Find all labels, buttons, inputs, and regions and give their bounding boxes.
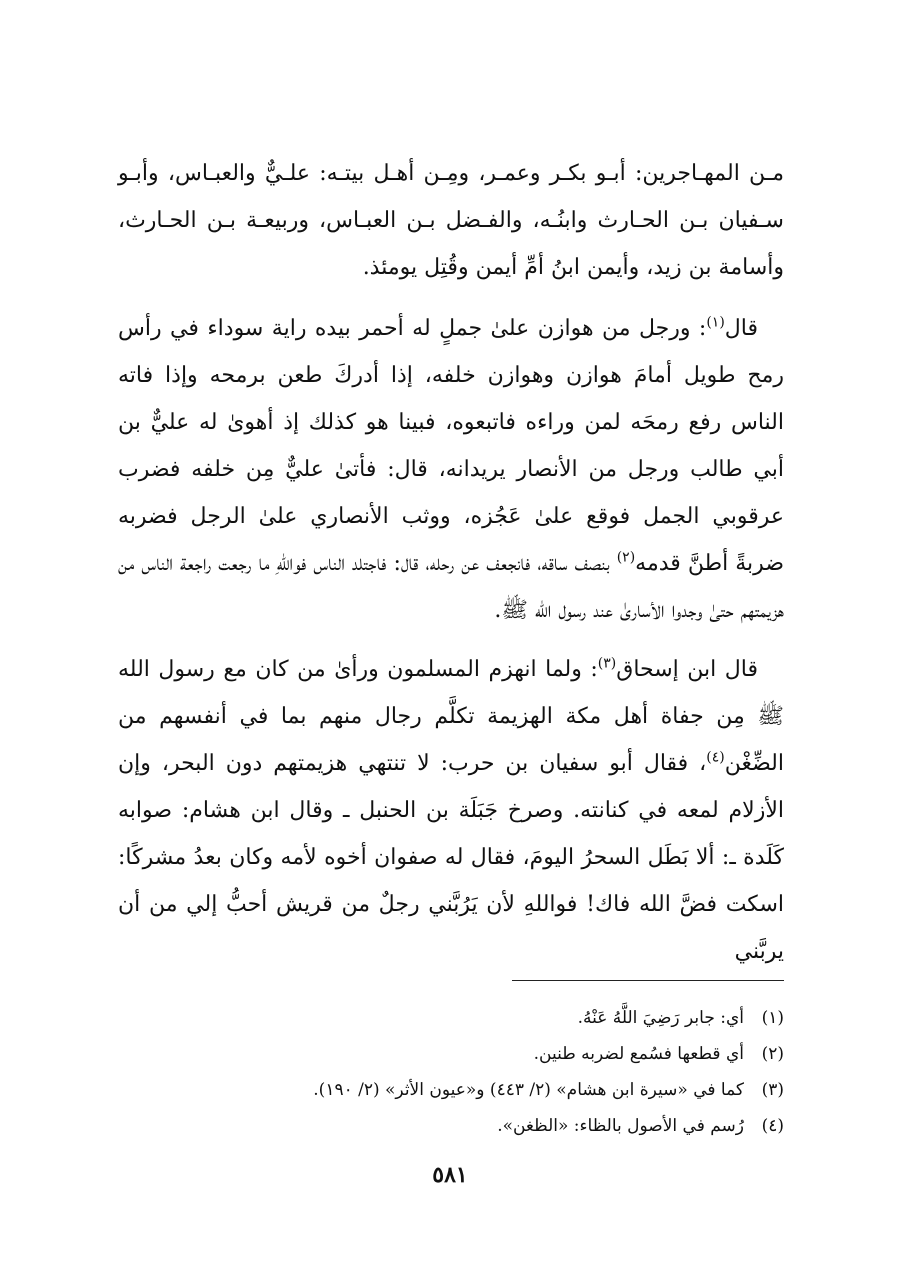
paragraph-3-text-b: ، فقال أبو سفيان بن حرب: لا تنتهي هزيمتهم دون البحر، وإن الأزلام لمعه في كنانته. وصرخ جَبَلَة بن الحنبل ـ وقال ابن هشام: صوابه كَلَدة ـ: ألا بَطَل السحرُ اليومَ، فقال له صفوان أخوه لأمه وكان بعدُ مشركًا: اسكت فضَّ الله فاك! فواللهِ لأن يَرُبَّني رجلٌ من قريش أحبُّ إلي من أن يربَّني — [118, 751, 784, 964]
paragraph-3-lead: قال ابن إسحاق — [616, 657, 758, 682]
footnote-item — [118, 1072, 784, 1108]
paragraph-2 — [118, 305, 784, 634]
footnotes-list — [118, 1000, 784, 1144]
footnote-divider — [512, 980, 784, 981]
footnote-ref-1[interactable]: (١) — [706, 314, 725, 331]
paragraph-2-text-b: بنصف ساقه، فانجعف عن رحله، قال: فاجتلد الناس فواللهِ ما رجعت راجعة الناس من هزيمتهم حتىٰ وجدوا الأسارىٰ عند رسول الله ﷺ. — [118, 551, 784, 623]
footnote-number: (٣) — [761, 1080, 784, 1100]
paragraph-3-text-a: : ولما انهزم المسلمون ورأىٰ من كان مع رسول الله ﷺ مِن جفاة أهل مكة الهزيمة تكلَّم رجال منهم بما في أنفسهم من الضِّغْن — [118, 657, 784, 776]
footnote-item — [118, 1000, 784, 1036]
footnote-ref-3[interactable]: (٣) — [597, 655, 617, 672]
paragraph-1-text: مـن المهـاجرين: أبـو بكـر وعمـر، ومِـن أهـل بيتـه: علـيٌّ والعبـاس، وأبـو سـفيان بـن الحـارث وابنُـه، والفـضل بـن العبـاس، وربيعـة بـن الحـارث، وأسامة بن زيد، وأيمن ابنُ أمِّ أيمن وقُتِل يومئذ. — [118, 161, 784, 280]
page-number: ٥٨١ — [432, 1162, 468, 1188]
footnote-text: أي قطعها فسُمع لضربه طنين. — [533, 1044, 744, 1064]
paragraph-2-lead: قال — [724, 316, 758, 341]
paragraph-1 — [118, 150, 784, 291]
footnote-text: رُسم في الأصول بالظاء: «الظغن». — [497, 1116, 744, 1136]
footnote-text: أي: جابر رَضِيَ اللَّهُ عَنْهُ. — [577, 1008, 744, 1028]
footnote-text: كما في «سيرة ابن هشام» (٢/ ٤٤٣) و«عيون الأثر» (٢/ ١٩٠). — [313, 1080, 744, 1100]
footnote-ref-4[interactable]: (٤) — [706, 749, 725, 766]
footnote-number: (٢) — [761, 1044, 784, 1064]
footnote-number: (١) — [761, 1008, 784, 1028]
footnote-item — [118, 1108, 784, 1144]
paragraph-2-text-a: : ورجل من هوازن علىٰ جملٍ له أحمر بيده راية سوداء في رأس رمح طويل أمامَ هوازن وهوازن خلفه، إذا أدركَ طعن برمحه وإذا فاته الناس رفع رمحَه لمن وراءه فاتبعوه، فبينا هو كذلك إذ أهوىٰ له عليٌّ بن أبي طالب ورجل من الأنصار يريدانه، قال: فأتىٰ عليٌّ مِن خلفه فضرب عرقوبي الجمل فوقع علىٰ عَجُزه، ووثب الأنصاري علىٰ الرجل فضربه ضربةً أطنَّ قدمه — [118, 316, 784, 576]
footnote-ref-2[interactable]: (٢) — [616, 549, 636, 566]
footnote-number: (٤) — [761, 1116, 784, 1136]
footnote-item — [118, 1036, 784, 1072]
paragraph-3 — [118, 646, 784, 975]
